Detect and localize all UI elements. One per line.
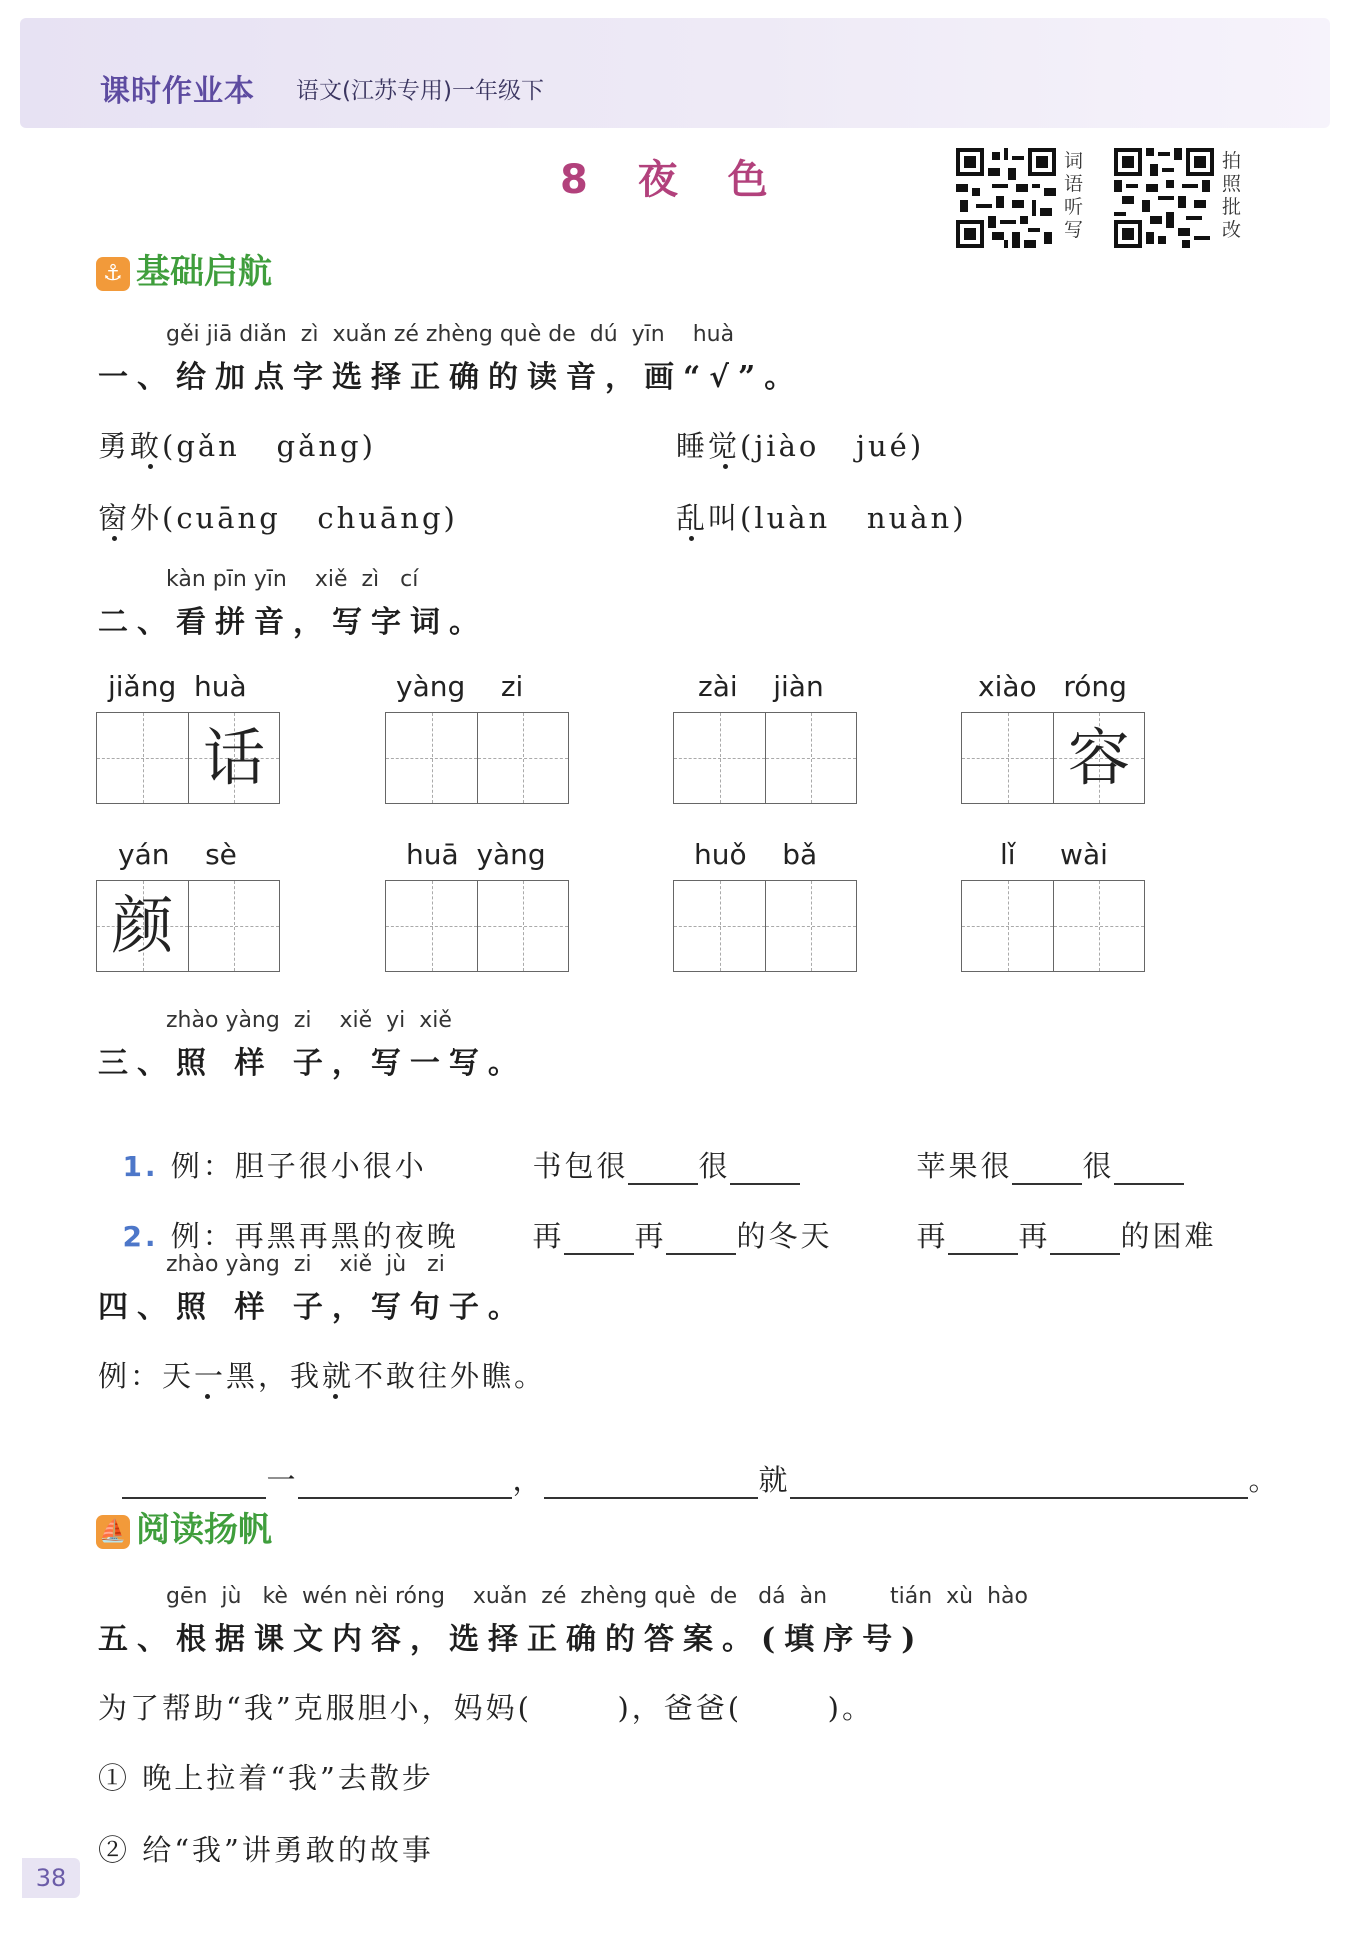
q4-fill-row bbox=[98, 1424, 1281, 1499]
grid-cell[interactable] bbox=[1053, 881, 1144, 971]
q3-fill-2b bbox=[892, 1180, 1216, 1255]
q5-option-2: ② 给“我”讲勇敢的故事 bbox=[98, 1833, 434, 1867]
q5-pinyin: gēn jù kè wén nèi róng xuǎn zé zhèng què de dá àn tián xù hào bbox=[166, 1584, 1028, 1609]
grid-char bbox=[962, 881, 1053, 971]
grid-cell[interactable] bbox=[97, 881, 188, 971]
grid-cell[interactable] bbox=[386, 713, 477, 803]
grid-pinyin: yàng zi bbox=[396, 670, 524, 703]
writing-grid[interactable] bbox=[385, 880, 569, 972]
fill-blank[interactable] bbox=[122, 1459, 266, 1499]
q1-pinyin: gěi jiā diǎn zì xuǎn zé zhèng què de dú yīn huà bbox=[166, 322, 735, 347]
q1-item-4[interactable]: 乱叫(luàn nuàn) bbox=[676, 501, 967, 535]
q3-fill-1b bbox=[892, 1110, 1184, 1185]
grid-char bbox=[766, 881, 856, 971]
grid-cell[interactable] bbox=[386, 881, 477, 971]
fill-blank[interactable] bbox=[564, 1219, 634, 1255]
grid-cell[interactable] bbox=[765, 881, 856, 971]
fill-text: 再 bbox=[634, 1219, 667, 1253]
q2-title: 二、看拼音，写字词。 bbox=[98, 605, 488, 640]
grid-char bbox=[478, 713, 568, 803]
q3-row-2 bbox=[98, 1180, 459, 1255]
q1-item-1[interactable]: 勇敢(gǎn gǎng) bbox=[98, 429, 376, 463]
fill-text: 。 bbox=[1248, 1463, 1281, 1497]
grid-char bbox=[674, 881, 765, 971]
writing-grid[interactable] bbox=[673, 880, 857, 972]
qr-code-icon[interactable] bbox=[1114, 148, 1214, 248]
emphasis-dot bbox=[723, 464, 728, 469]
emphasis-dot bbox=[112, 536, 117, 541]
grid-cell[interactable] bbox=[962, 881, 1053, 971]
page-number: 38 bbox=[22, 1858, 80, 1898]
grid-cell[interactable] bbox=[962, 713, 1053, 803]
qr1-label: 词语听写 bbox=[1064, 150, 1084, 241]
fill-text: 再 bbox=[1018, 1219, 1051, 1253]
grid-cell[interactable] bbox=[477, 881, 568, 971]
writing-grid[interactable] bbox=[96, 712, 280, 804]
fill-text: 就 bbox=[758, 1463, 791, 1497]
q3-example-2: 例：再黑再黑的夜晚 bbox=[170, 1219, 459, 1253]
fill-text: 再 bbox=[532, 1219, 565, 1253]
grid-char bbox=[386, 713, 477, 803]
fill-blank[interactable] bbox=[948, 1219, 1018, 1255]
emphasis-dot bbox=[689, 536, 694, 541]
fill-text: ， bbox=[512, 1463, 545, 1497]
fill-text: 书包很 bbox=[532, 1149, 629, 1183]
writing-grid[interactable] bbox=[385, 712, 569, 804]
q1-title: 一、给加点字选择正确的读音，画“√”。 bbox=[98, 360, 804, 395]
writing-grid[interactable] bbox=[673, 712, 857, 804]
section-header-basic bbox=[96, 244, 272, 293]
item-number: 2. bbox=[122, 1220, 159, 1253]
q3-example-1: 例：胆子很小很小 bbox=[170, 1149, 427, 1183]
brand-title: 课时作业本 bbox=[100, 74, 255, 109]
grid-char bbox=[97, 713, 188, 803]
fill-text: 的冬天 bbox=[736, 1219, 833, 1253]
grid-cell[interactable] bbox=[1053, 713, 1144, 803]
grid-char bbox=[386, 881, 477, 971]
grid-cell[interactable] bbox=[674, 713, 765, 803]
anchor-icon: ⚓ bbox=[96, 257, 130, 291]
fill-text: 苹果很 bbox=[916, 1149, 1013, 1183]
fill-text: 再 bbox=[916, 1219, 949, 1253]
emphasis-dot bbox=[148, 464, 153, 469]
lesson-title: 8 夜 色 bbox=[560, 157, 786, 203]
qr-code-icon[interactable] bbox=[956, 148, 1056, 248]
writing-grid[interactable] bbox=[961, 712, 1145, 804]
fill-blank[interactable] bbox=[666, 1219, 736, 1255]
grid-char: 话 bbox=[202, 721, 265, 794]
q4-example: 例：天一黑，我就不敢往外瞧。 bbox=[98, 1359, 547, 1393]
grid-char bbox=[766, 713, 856, 803]
fill-text: 很 bbox=[698, 1149, 731, 1183]
fill-blank[interactable] bbox=[1050, 1219, 1120, 1255]
subject-label: 语文(江苏专用)一年级下 bbox=[296, 78, 544, 104]
grid-cell[interactable] bbox=[188, 881, 279, 971]
qr2-label: 拍照批改 bbox=[1222, 150, 1242, 241]
sail-icon: ⛵ bbox=[96, 1515, 130, 1549]
q1-item-3[interactable]: 窗外(cuāng chuāng) bbox=[98, 501, 458, 535]
grid-pinyin: yán sè bbox=[118, 838, 237, 871]
grid-pinyin: zài jiàn bbox=[698, 670, 824, 703]
q2-pinyin: kàn pīn yīn xiě zì cí bbox=[166, 567, 419, 592]
q5-option-1: ① 晚上拉着“我”去散步 bbox=[98, 1761, 434, 1795]
fill-blank[interactable] bbox=[298, 1459, 512, 1499]
grid-pinyin: jiǎng huà bbox=[108, 670, 247, 703]
item-number: 1. bbox=[122, 1150, 159, 1183]
grid-pinyin: huā yàng bbox=[406, 838, 546, 871]
grid-char bbox=[478, 881, 568, 971]
q3-fill-2a bbox=[508, 1180, 832, 1255]
grid-char bbox=[962, 713, 1053, 803]
writing-grid[interactable] bbox=[96, 880, 280, 972]
writing-grid[interactable] bbox=[961, 880, 1145, 972]
q3-row-1 bbox=[98, 1110, 427, 1185]
grid-char bbox=[1054, 881, 1144, 971]
fill-text: 一 bbox=[266, 1463, 299, 1497]
grid-cell[interactable] bbox=[674, 881, 765, 971]
q3-title: 三、照 样 子，写一写。 bbox=[98, 1046, 527, 1081]
fill-blank[interactable] bbox=[790, 1459, 1248, 1499]
q1-item-2[interactable]: 睡觉(jiào jué) bbox=[676, 429, 925, 463]
q3-pinyin: zhào yàng zi xiě yi xiě bbox=[166, 1008, 452, 1033]
emphasis-dot bbox=[205, 1394, 210, 1399]
q4-title: 四、照 样 子，写句子。 bbox=[98, 1290, 527, 1325]
grid-char: 容 bbox=[1067, 721, 1130, 794]
grid-char bbox=[189, 881, 279, 971]
grid-cell[interactable] bbox=[188, 713, 279, 803]
q3-fill-1a bbox=[508, 1110, 800, 1185]
grid-cell[interactable] bbox=[765, 713, 856, 803]
section-basic-label: 基础启航 bbox=[136, 252, 272, 292]
grid-char bbox=[674, 713, 765, 803]
q4-pinyin: zhào yàng zi xiě jù zi bbox=[166, 1252, 445, 1277]
fill-blank[interactable] bbox=[544, 1459, 758, 1499]
section-header-reading bbox=[96, 1502, 272, 1551]
grid-cell[interactable] bbox=[97, 713, 188, 803]
emphasis-dot bbox=[333, 1394, 338, 1399]
fill-text: 很 bbox=[1082, 1149, 1115, 1183]
grid-pinyin: huǒ bǎ bbox=[694, 838, 818, 871]
q5-question[interactable]: 为了帮助“我”克服胆小，妈妈( )，爸爸( )。 bbox=[98, 1691, 874, 1725]
fill-text: 的困难 bbox=[1120, 1219, 1217, 1253]
grid-pinyin: xiào róng bbox=[978, 670, 1127, 703]
section-reading-label: 阅读扬帆 bbox=[136, 1510, 272, 1550]
grid-cell[interactable] bbox=[477, 713, 568, 803]
q5-title: 五、根据课文内容，选择正确的答案。(填序号) bbox=[98, 1622, 925, 1657]
grid-char: 颜 bbox=[111, 889, 174, 962]
grid-pinyin: lǐ wài bbox=[1000, 838, 1108, 871]
